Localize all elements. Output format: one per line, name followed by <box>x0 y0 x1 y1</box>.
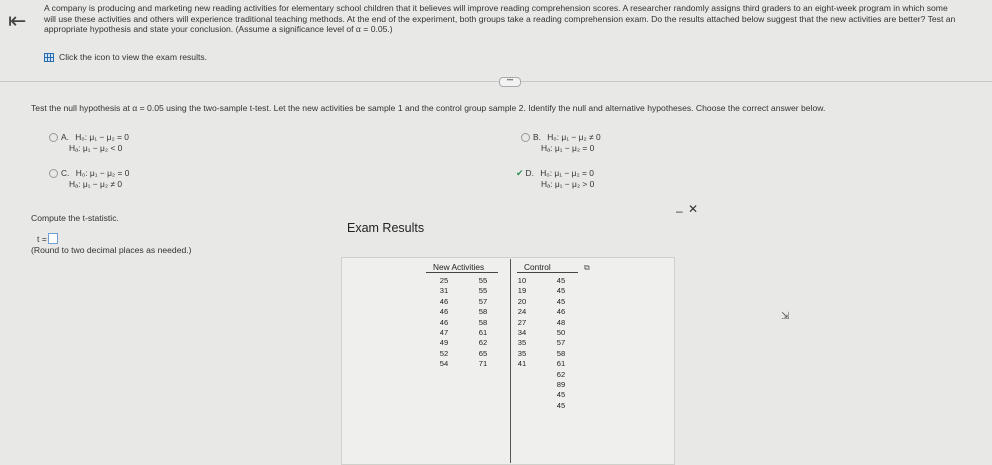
new-activities-col-2 <box>475 276 491 370</box>
table-cell: 52 <box>439 348 449 358</box>
new-activities-col-1 <box>436 276 452 370</box>
control-header: Control <box>524 262 551 272</box>
header-rule-control <box>517 272 578 273</box>
option-c[interactable]: C. H₀: μ₁ − μ₂ = 0 Hₐ: μ₁ − μ₂ ≠ 0 <box>49 168 129 190</box>
section-divider <box>0 81 992 82</box>
check-icon: ✔ <box>516 168 524 178</box>
table-cell: 19 <box>517 286 527 296</box>
radio-b[interactable] <box>521 133 530 142</box>
round-note: (Round to two decimal places as needed.) <box>31 245 192 255</box>
table-cell: 34 <box>517 328 527 338</box>
dialog-title: Exam Results <box>347 221 425 235</box>
table-cell: 41 <box>517 359 527 369</box>
table-cell: 55 <box>478 276 488 285</box>
t-input[interactable] <box>48 233 58 244</box>
table-cell: 58 <box>556 348 566 358</box>
table-cell: 61 <box>556 359 566 369</box>
table-cell: 49 <box>439 338 449 348</box>
table-cell: 62 <box>556 369 566 379</box>
table-cell: 31 <box>439 286 449 296</box>
table-cell: 55 <box>478 286 488 296</box>
radio-a[interactable] <box>49 133 58 142</box>
table-cell: 46 <box>439 296 449 306</box>
table-cell: 24 <box>517 307 527 317</box>
table-cell: 27 <box>517 317 527 327</box>
table-cell: 58 <box>478 307 488 317</box>
table-icon[interactable] <box>44 53 54 62</box>
copy-icon[interactable]: ⧉ <box>584 263 590 272</box>
option-a[interactable]: A. H₀: μ₁ − μ₂ = 0 Hₐ: μ₁ − μ₂ < 0 <box>49 132 129 154</box>
table-cell: 89 <box>556 380 566 390</box>
close-icon[interactable]: ✕ <box>688 202 699 216</box>
minimize-button[interactable]: – <box>676 204 683 218</box>
more-button[interactable]: ••• <box>499 77 521 87</box>
table-cell: 57 <box>556 338 566 348</box>
table-cell: 62 <box>478 338 488 348</box>
table-cell: 45 <box>556 400 566 410</box>
table-cell: 10 <box>517 276 527 285</box>
table-cell: 50 <box>556 328 566 338</box>
header-rule-new <box>426 272 498 273</box>
table-cell: 45 <box>556 390 566 400</box>
table-cell: 35 <box>517 338 527 348</box>
table-cell: 65 <box>478 348 488 358</box>
t-statistic-line: t = <box>37 233 58 244</box>
table-cell: 48 <box>556 317 566 327</box>
table-cell: 46 <box>556 307 566 317</box>
column-separator <box>510 259 511 463</box>
icon-instruction: Click the icon to view the exam results. <box>59 52 208 62</box>
exam-results-table <box>341 257 675 465</box>
table-cell: 71 <box>478 359 488 369</box>
table-cell: 35 <box>517 348 527 358</box>
option-d[interactable]: ✔ D. H₀: μ₁ − μ₂ = 0 Hₐ: μ₁ − μ₂ > 0 <box>516 168 595 189</box>
compute-label: Compute the t-statistic. <box>31 213 119 223</box>
problem-statement: A company is producing and marketing new reading activities for elementary school children that it believes will improve reading comprehension scores. A researcher randomly assigns third graders to an eight-week program in which some will use these activities and others will experience traditional teaching methods. At the end of the experiment, both groups take a reading comprehension exam. Do the results attached below suggest that the new activities are better? Test an appropriate hypothesis and state your conclusion. (Assume a significance level of α = 0.05.) <box>44 3 956 34</box>
table-cell: 54 <box>439 359 449 369</box>
table-cell: 46 <box>439 317 449 327</box>
table-cell: 57 <box>478 296 488 306</box>
table-cell: 61 <box>478 328 488 338</box>
back-arrow-icon[interactable]: ⇤ <box>8 8 27 33</box>
cursor-icon: ⇲ <box>781 311 790 322</box>
table-cell: 25 <box>439 276 449 285</box>
new-activities-header: New Activities <box>433 262 485 272</box>
table-cell: 45 <box>556 276 566 285</box>
option-b[interactable]: B. H₀: μ₁ − μ₂ ≠ 0 Hₐ: μ₁ − μ₂ = 0 <box>521 132 601 154</box>
table-cell: 58 <box>478 317 488 327</box>
radio-c[interactable] <box>49 169 58 178</box>
control-col-1 <box>514 276 530 370</box>
control-col-2 <box>553 276 569 411</box>
question-text: Test the null hypothesis at α = 0.05 using the two-sample t-test. Let the new activities be sample 1 and the control group sample 2. Identify the null and alternative hypotheses. Choose the correct answer below. <box>31 103 826 113</box>
table-cell: 45 <box>556 286 566 296</box>
table-cell: 20 <box>517 296 527 306</box>
table-cell: 45 <box>556 296 566 306</box>
exam-results-link[interactable] <box>44 52 207 62</box>
table-cell: 46 <box>439 307 449 317</box>
table-cell: 47 <box>439 328 449 338</box>
